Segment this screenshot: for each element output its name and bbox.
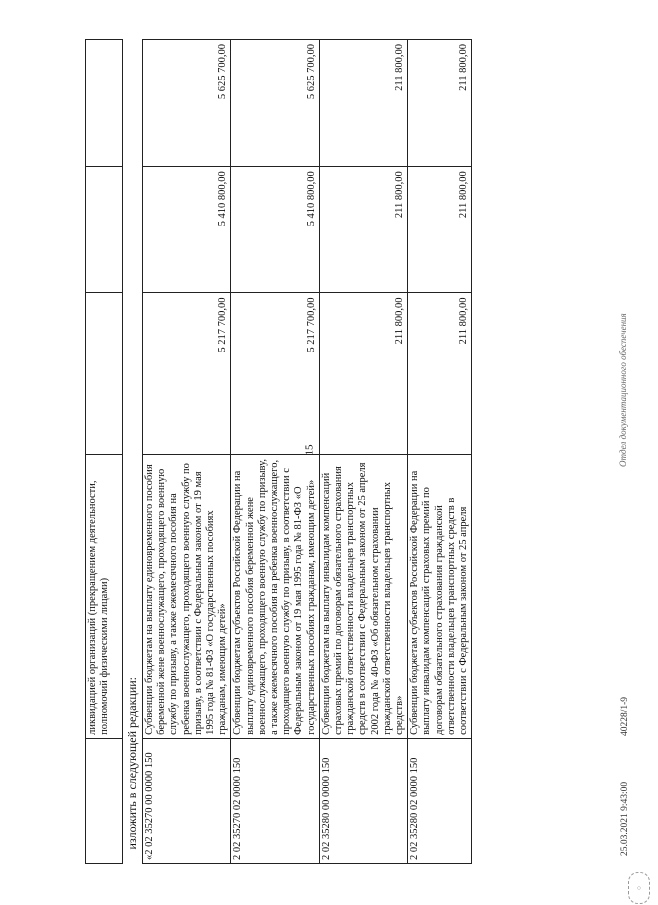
footer-date: 25.03.2021 9:43:00 (620, 781, 630, 856)
cell-empty-3 (86, 40, 123, 167)
row-value-3: 5 625 700,00 (143, 40, 231, 167)
footer-doc-id: 40228/1-9 (620, 696, 630, 736)
table-row (143, 40, 231, 864)
row-code: «2 02 35270 00 0000 150 (143, 738, 231, 863)
cell-empty-1 (86, 293, 123, 454)
table-row-top (86, 40, 123, 864)
cell-top-name: ликвидацией организаций (прекращением деятельности, полномочий физическими лицами) (86, 454, 123, 738)
cell-empty-2 (86, 167, 123, 293)
row-value-3: 211 800,00 (319, 40, 407, 167)
row-name: Субвенции бюджетам субъектов Российской Федерации на выплату инвалидам компенсаций страховых премий по договорам обязательного страхования гражданской ответственности владельцев транспортных средств в соответствии с Федеральным законом от 25 апреля (408, 454, 472, 738)
row-name: Субвенции бюджетам субъектов Российской Федерации на выплату единовременного пособия беременной жене военнослужащего, проходящего военную службу по призыву, а также ежемесячного пособия на ребенка военнослужащего, проходящего военную службу по призыву, в соответствии с Федеральным законом от 19 мая 1995 года № 81-ФЗ «О государственных пособиях гражданам, имеющим детей» (231, 454, 319, 738)
rotated-page (85, 39, 571, 864)
row-value-2: 5 410 800,00 (231, 167, 319, 293)
page-number: 15 (303, 444, 316, 456)
row-code: 2 02 35280 02 0000 150 (408, 738, 472, 863)
row-value-1: 5 217 700,00 (231, 293, 319, 454)
footer (618, 37, 658, 891)
footer-stamp: Отдел документационного обеспечения (618, 313, 628, 467)
row-value-1: 211 800,00 (319, 293, 407, 454)
footer-rotated (618, 37, 658, 891)
table-row (231, 40, 319, 864)
row-name: Субвенции бюджетам на выплату единовременного пособия беременной жене военнослужащего, проходящего военную службу по призыву, а также ежемесячного пособия на ребенка военнослужащего, проходящего военную службу по призыву, в соответствии с Федеральным законом от 19 мая 1995 года № 81-ФЗ «О государственных пособиях гражданам, имеющим детей» (143, 454, 231, 738)
row-code: 2 02 35280 00 0000 150 (319, 738, 407, 863)
cell-code-empty (86, 738, 123, 863)
table-row (319, 40, 407, 864)
table-row (408, 40, 472, 864)
row-value-1: 211 800,00 (408, 293, 472, 454)
row-value-3: 211 800,00 (408, 40, 472, 167)
instruction-row (123, 40, 143, 864)
row-value-1: 5 217 700,00 (143, 293, 231, 454)
budget-table (85, 39, 472, 864)
row-name: Субвенции бюджетам на выплату инвалидам компенсаций страховых премий по договорам обязательного страхования гражданской ответственности владельцев транспортных средств в соответствии с Федеральным законом от 25 апреля 2002 года № 40-ФЗ «Об обязательном страховании гражданской ответственности владельцев транспортных средств» (319, 454, 407, 738)
instruction-text: изложить в следующей редакции: (125, 676, 139, 850)
row-value-2: 5 410 800,00 (143, 167, 231, 293)
row-value-2: 211 800,00 (319, 167, 407, 293)
row-code: 2 02 35270 02 0000 150 (231, 738, 319, 863)
row-value-2: 211 800,00 (408, 167, 472, 293)
row-value-3: 5 625 700,00 (231, 40, 319, 167)
logo-icon: ○ (628, 872, 650, 904)
